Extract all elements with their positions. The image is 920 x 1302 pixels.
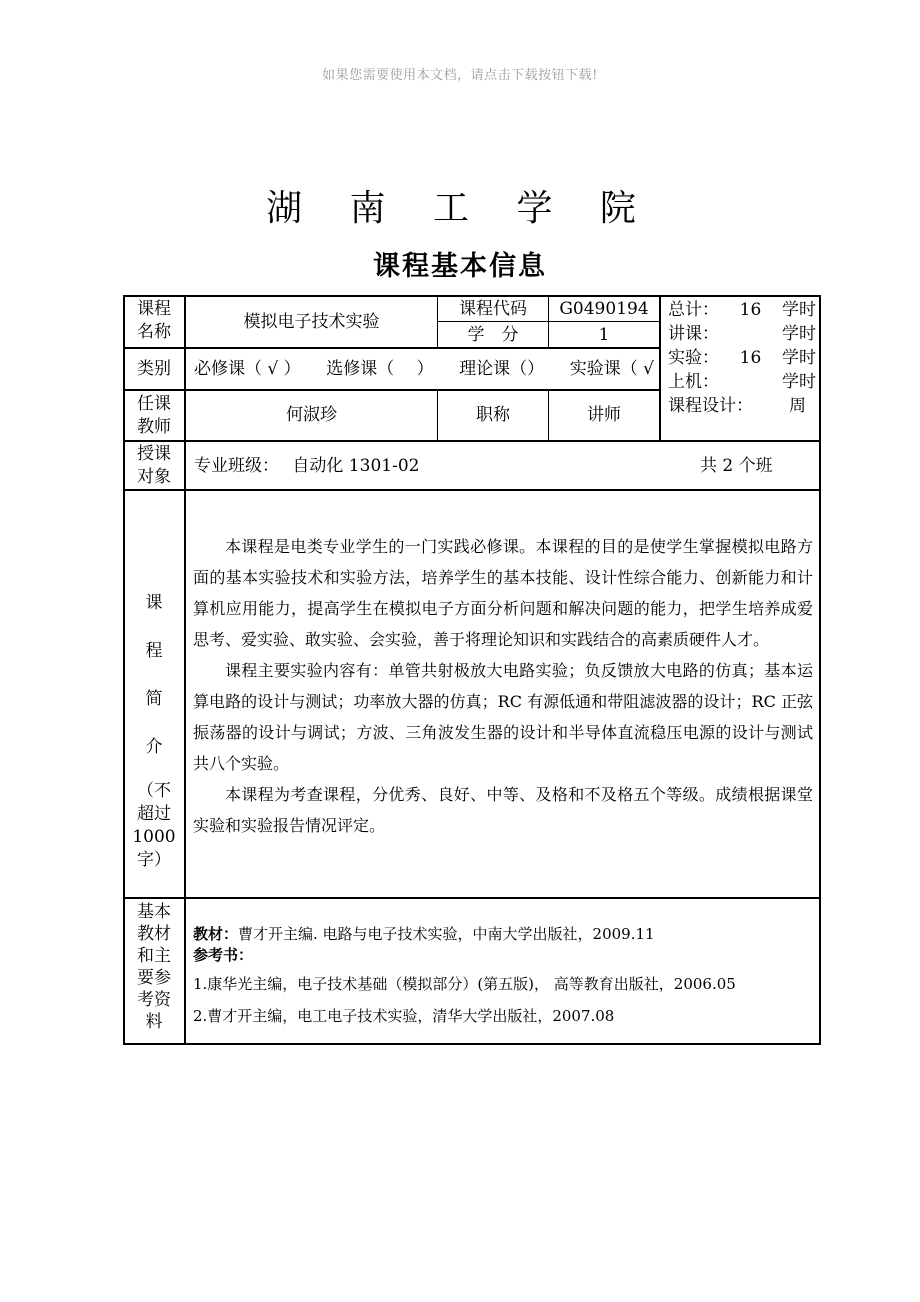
- hours-unit: 学时: [782, 324, 816, 344]
- intro-label-note: （不 超过 1000 字）: [132, 781, 176, 870]
- hours-block: [668, 298, 816, 418]
- hours-row-computer: [668, 370, 816, 394]
- hours-unit: 学时: [782, 372, 816, 392]
- hours-label: 总计：: [668, 300, 719, 320]
- intro-label-char: 程: [145, 641, 163, 661]
- references-body: [193, 924, 813, 1027]
- hours-row-total: [668, 298, 816, 322]
- row-divider-2: [123, 389, 660, 391]
- category-theory: 理论课（）: [459, 359, 545, 379]
- hours-unit: 周: [789, 396, 806, 416]
- intro-paragraph: 本课程是电类专业学生的一门实践必修课。本课程的目的是使学生掌握模拟电路方面的基本实验技术和实验方法，培养学生的基本技能、设计性综合能力、创新能力和计算机应用能力，提高学生在模拟电子方面分析问题和解决问题的能力，把学生培养成爱思考、爱实验、敢实验、会实验，善于将理论知识和实践结合的高素质硬件人才。: [193, 537, 813, 649]
- references-label: 基本 教材 和主 要参 考资 料: [137, 902, 171, 1032]
- credit-value: 1: [598, 325, 610, 345]
- institution-title: 湖 南 工 学 院: [266, 188, 654, 229]
- reference-item: 2.曹才开主编，电工电子技术实验，清华大学出版社，2007.08: [193, 1007, 615, 1025]
- category-elective: 选修课（ ）: [326, 359, 434, 379]
- intro-label-char: 课: [145, 593, 163, 613]
- hours-row-lab: [668, 346, 816, 370]
- teacher-title-label: 职称: [476, 405, 510, 425]
- hours-label: 讲课：: [668, 324, 719, 344]
- target-class-count: 共 2 个班: [700, 456, 773, 476]
- hours-label: 实验：: [668, 348, 719, 368]
- intro-paragraph: 本课程为考查课程，分优秀、良好、中等、及格和不及格五个等级。成绩根据课堂实验和实验报告情况评定。: [193, 785, 813, 835]
- course-name-label: 课程 名称: [137, 299, 171, 342]
- target-class-value: 自动化 1301-02: [292, 456, 420, 476]
- category-options: [194, 358, 654, 381]
- hours-value: 16: [739, 300, 762, 320]
- row-divider-5: [123, 897, 821, 899]
- textbook-label: 教材：: [193, 925, 239, 943]
- col-divider-hours: [659, 295, 661, 441]
- teacher-label: 任课 教师: [137, 394, 171, 437]
- target-class: [194, 455, 419, 478]
- hours-unit: 学时: [781, 348, 816, 368]
- hours-unit: 学时: [781, 300, 816, 320]
- refs-label: 参考书：: [193, 946, 254, 964]
- category-required: 必修课（ √ ）: [194, 359, 301, 379]
- download-notice: 如果您需要使用本文档，请点击下载按钮下载!: [322, 68, 598, 83]
- teacher-name: 何淑珍: [286, 405, 337, 425]
- hours-label: 课程设计：: [668, 396, 753, 416]
- row-divider-3: [123, 440, 821, 442]
- target-class-label: 专业班级：: [194, 456, 279, 476]
- refs-heading: [193, 945, 813, 966]
- teacher-title-value: 讲师: [587, 405, 621, 425]
- course-name-value: 模拟电子技术实验: [243, 312, 380, 332]
- course-code-value: G0490194: [559, 299, 649, 319]
- textbook-value: 曹才开主编. 电路与电子技术实验，中南大学出版社，2009.11: [238, 925, 655, 943]
- intro-paragraph: 课程主要实验内容有：单管共射极放大电路实验；负反馈放大电路的仿真；基本运算电路的设计与测试；功率放大器的仿真；RC 有源低通和带阻滤波器的设计；RC 正弦振荡器的设计与调试；方波、三角波发生器的设计和半导体直流稳压电源的设计与测试共八个实验。: [193, 661, 813, 773]
- hours-value: 16: [739, 348, 762, 368]
- hours-label: 上机：: [668, 372, 719, 392]
- intro-label-char: 简: [145, 689, 163, 709]
- row-divider-1: [123, 347, 660, 349]
- course-code-label: 课程代码: [459, 299, 527, 319]
- row-divider-4: [123, 489, 821, 491]
- intro-label-char: 介: [145, 737, 163, 757]
- credit-label: 学 分: [467, 325, 519, 345]
- category-lab: 实验课（ √: [569, 359, 654, 379]
- reference-item: 1.康华光主编，电子技术基础（模拟部分）(第五版)， 高等教育出版社，2006.05: [193, 975, 736, 993]
- intro-body: [193, 531, 813, 841]
- textbook-line: [193, 924, 813, 945]
- hours-row-design: [668, 394, 806, 418]
- category-label: 类别: [137, 359, 171, 379]
- row-divider-code-credit: [437, 321, 660, 322]
- target-label: 授课 对象: [137, 444, 171, 487]
- hours-row-lecture: [668, 322, 816, 346]
- document-title: 课程基本信息: [373, 251, 547, 282]
